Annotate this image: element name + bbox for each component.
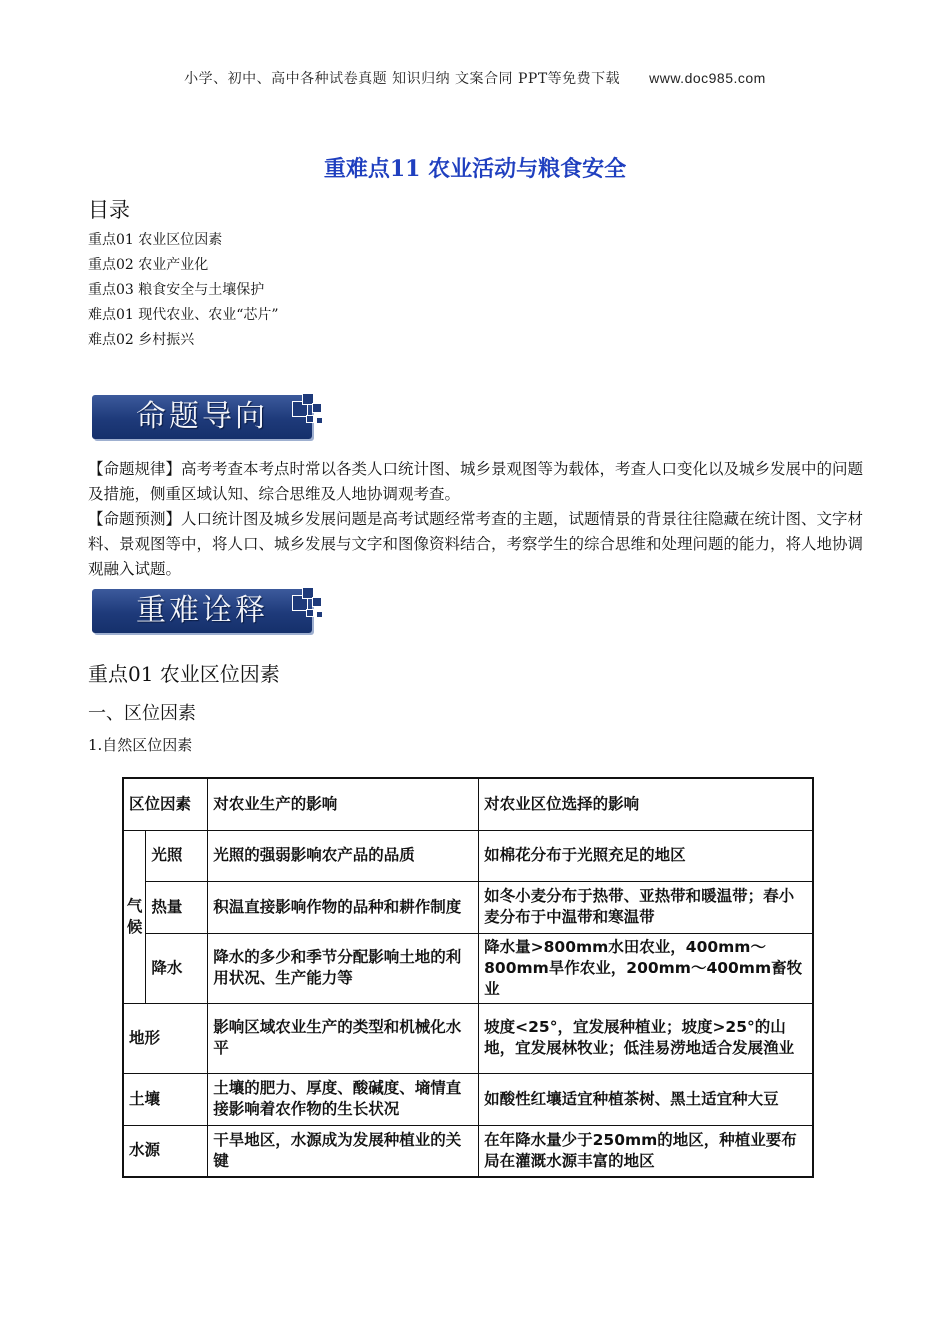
subsubsection-heading: 1.自然区位因素 — [88, 736, 193, 754]
table-cell: 土壤的肥力、厚度、酸碱度、墒情直接影响着农作物的生长状况 — [208, 1073, 479, 1125]
page-header — [0, 68, 950, 88]
toc-item[interactable]: 重点02 农业产业化 — [88, 257, 209, 273]
table-cell: 降水的多少和季节分配影响土地的利用状况、生产能力等 — [208, 933, 479, 1003]
location-factors-table — [122, 777, 814, 1178]
table-cell: 干旱地区，水源成为发展种植业的关键 — [208, 1125, 479, 1177]
table-row — [123, 1125, 813, 1177]
table-cell: 光照的强弱影响农产品的品质 — [208, 830, 479, 881]
paragraph-rule: 【命题规律】高考考查本考点时常以各类人口统计图、城乡景观图等为载体，考查人口变化以及城乡发展中的问题及措施，侧重区域认知、综合思维及人地协调观考查。 — [88, 460, 864, 503]
table-header-row — [123, 778, 813, 830]
table-cell: 降水 — [146, 933, 208, 1003]
banner-proposition — [92, 391, 326, 443]
paragraph-forecast: 【命题预测】人口统计图及城乡发展问题是高考试题经常考查的主题，试题情景的背景往往隐藏在统计图、文字材料、景观图等中，将人口、城乡发展与文字和图像资料结合，考察学生的综合思维和处理问题的能力，将人地协调观融入试题。 — [88, 510, 864, 578]
section-heading: 重点01 农业区位因素 — [88, 662, 280, 686]
table-row — [123, 933, 813, 1003]
table-row — [123, 1073, 813, 1125]
toc-item[interactable]: 重点03 粮食安全与土壤保护 — [88, 282, 265, 298]
table-cell: 影响区域农业生产的类型和机械化水平 — [208, 1003, 479, 1073]
table-row — [123, 830, 813, 881]
table-cell: 光照 — [146, 830, 208, 881]
banner-squares-decoration — [288, 585, 326, 625]
header-text: 小学、初中、高中各种试卷真题 知识归纳 文案合同 PPT等免费下载 — [184, 71, 621, 87]
banner-label: 命题导向 — [136, 399, 268, 434]
banner-label: 重难诠释 — [136, 593, 268, 628]
table-cell: 热量 — [146, 881, 208, 933]
table-cell: 降水量>800mm水田农业，400mm～800mm旱作农业，200mm～400mm畜牧业 — [479, 933, 813, 1003]
toc-heading: 目录 — [88, 198, 130, 222]
banner-explanation — [92, 585, 326, 637]
table-header-cell: 对农业生产的影响 — [208, 778, 479, 830]
toc-item[interactable]: 难点02 乡村振兴 — [88, 332, 195, 348]
table-cell: 地形 — [123, 1003, 208, 1073]
table-cell: 在年降水量少于250mm的地区，种植业要布局在灌溉水源丰富的地区 — [479, 1125, 813, 1177]
table-cell: 如棉花分布于光照充足的地区 — [479, 830, 813, 881]
document-title: 重难点11 农业活动与粮食安全 — [323, 156, 627, 182]
toc-list — [88, 228, 279, 353]
table-cell: 坡度<25°，宜发展种植业；坡度>25°的山地，宜发展林牧业；低洼易涝地适合发展渔业 — [479, 1003, 813, 1073]
table-header-cell: 区位因素 — [123, 778, 208, 830]
table-row — [123, 881, 813, 933]
banner-squares-decoration — [288, 391, 326, 431]
climate-group-cell: 气候 — [123, 830, 146, 1003]
table-cell: 如冬小麦分布于热带、亚热带和暖温带；春小麦分布于中温带和寒温带 — [479, 881, 813, 933]
table-cell: 土壤 — [123, 1073, 208, 1125]
header-site-link[interactable]: www.doc985.com — [649, 70, 766, 86]
table-cell: 水源 — [123, 1125, 208, 1177]
table-cell: 积温直接影响作物的品种和耕作制度 — [208, 881, 479, 933]
subsection-heading: 一、区位因素 — [88, 703, 196, 724]
toc-item[interactable]: 重点01 农业区位因素 — [88, 232, 223, 248]
table-cell: 如酸性红壤适宜种植茶树、黑土适宜种大豆 — [479, 1073, 813, 1125]
toc-item[interactable]: 难点01 现代农业、农业“芯片” — [88, 307, 279, 323]
table-row — [123, 1003, 813, 1073]
table-header-cell: 对农业区位选择的影响 — [479, 778, 813, 830]
